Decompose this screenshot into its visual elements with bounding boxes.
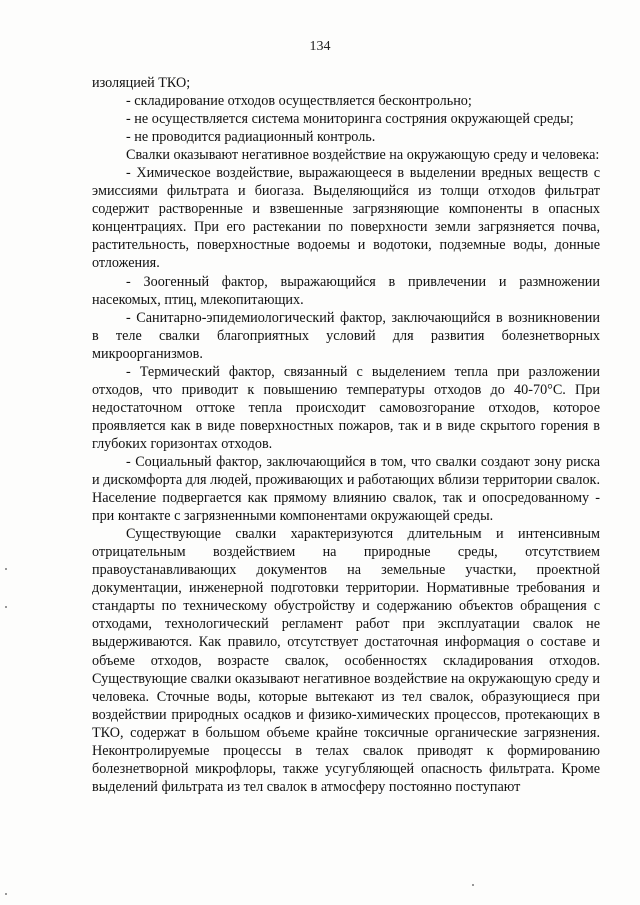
paragraph: Свалки оказывают негативное воздействие на окружающую среду и человека: <box>126 147 600 164</box>
scan-speck <box>5 893 7 895</box>
scan-speck <box>5 606 7 608</box>
paragraph: изоляцией ТКО; <box>92 75 191 91</box>
page-number: 134 <box>309 39 331 54</box>
paragraph: - Зоогенный фактор, выражающийся в привлечении и размножении насекомых, птиц, млекопитающих. <box>92 273 600 308</box>
paragraph: - не проводится радиационный контроль. <box>126 129 376 146</box>
paragraph: - Химическое воздействие, выражающееся в выделении вредных веществ с эмиссиями фильтрата и биогаза. Выделяющийся из толщи отходов фильтрат содержит растворенные и взвешенные загрязняющие компоненты в опасных концентрациях. При его растекании по поверхности земли загрязняется почва, растительность, поверхностные водоемы и водотоки, подземные воды, донные отложения. <box>92 165 600 272</box>
paragraph: - Социальный фактор, заключающийся в том, что свалки создают зону риска и дискомфорта для людей, проживающих и работающих вблизи территории свалок. Население подвергается как прямому влиянию свалок, так и опосредованному - при контакте с загрязненными компонентами окружающей среды. <box>92 453 600 525</box>
paragraph: - Санитарно-эпидемиологический фактор, заключающийся в возникновении в теле свалки благоприятных условий для развития болезнетворных микроорганизмов. <box>92 309 600 362</box>
paragraph: - не осуществляется система мониторинга состряния окружающей среды; <box>126 111 574 128</box>
scan-speck <box>472 884 474 886</box>
body-text <box>92 74 600 796</box>
paragraph: - складирование отходов осуществляется бесконтрольно; <box>126 93 472 110</box>
scan-speck <box>5 568 7 570</box>
paragraph: - Термический фактор, связанный с выделением тепла при разложении отходов, что приводит к повышению температуры отходов до 40-70°С. При недостаточном оттоке тепла происходит самовозгорание отходов, которое проявляется как в виде поверхностных пожаров, так и в виде скрытого горения в глубоких горизонтах отходов. <box>92 363 600 452</box>
paragraph: Существующие свалки характеризуются длительным и интенсивным отрицательным воздействием на природные среды, отсутствием правоустанавливающих документов на земельные участки, проектной документации, инженерной подготовки территории. Нормативные требования и стандарты по техническому обустройству и содержанию объектов обращения с отходами, технологический регламент работ при эксплуатации свалок не выдерживаются. Как правило, отсутствует достаточная информация о составе и объеме отходов, возрасте свалок, особенностях складирования отходов. Существующие свалки оказывают негативное воздействие на окружающую среду и человека. Сточные воды, которые вытекают из тел свалок, образующиеся при воздействии природных осадков и физико-химических процессов, протекающих в ТКО, содержат в большом объеме крайне токсичные органические загрязнения. Неконтролируемые процессы в телах свалок приводят к формированию болезнетворной микрофлоры, также усугубляющей опасность фильтрата. Кроме выделений фильтрата из тел свалок в атмосферу постоянно поступают <box>92 526 600 795</box>
